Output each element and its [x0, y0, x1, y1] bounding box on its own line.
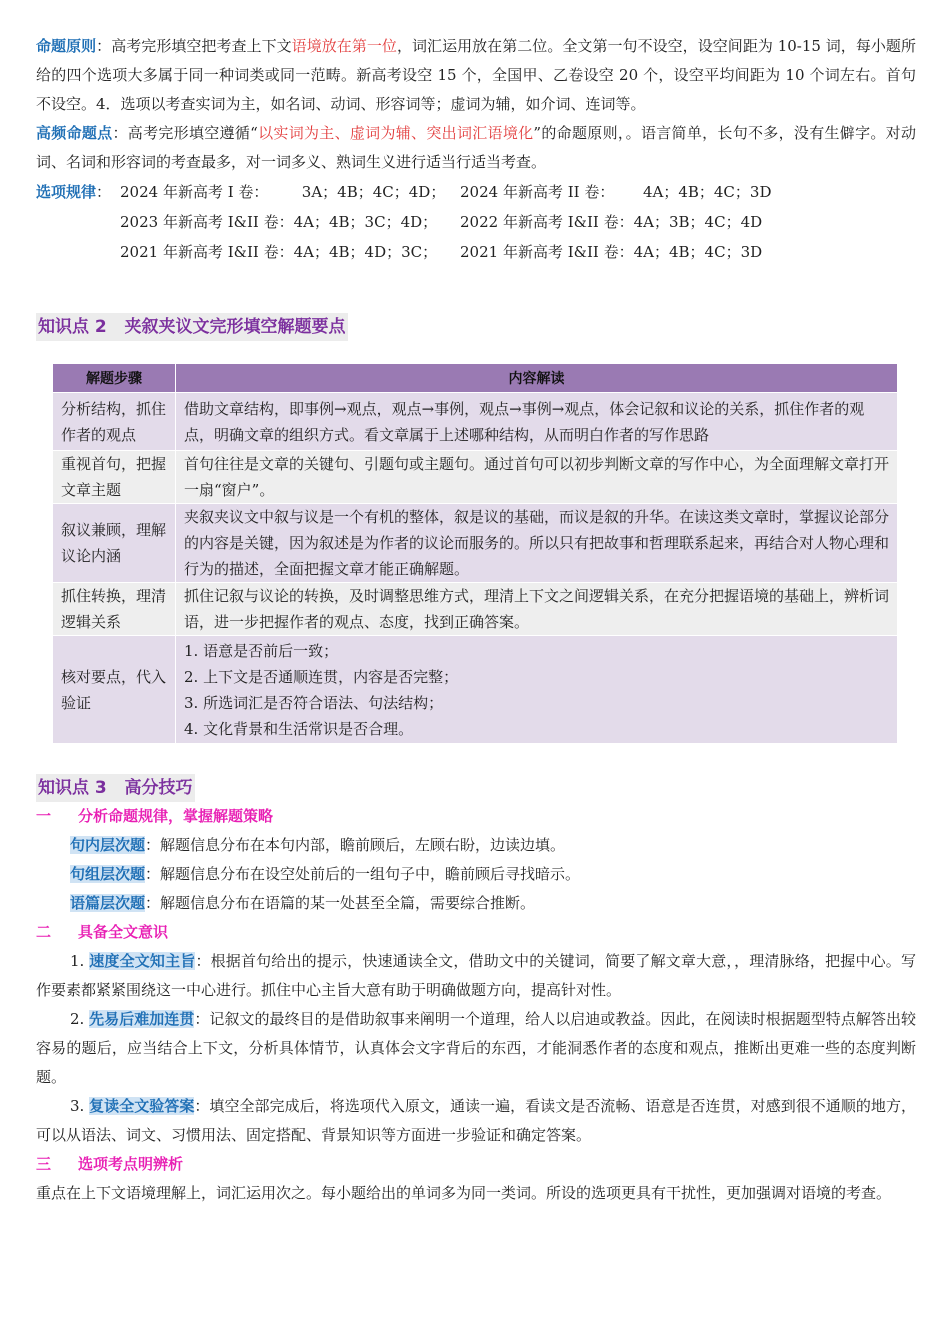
awareness-item: 2. 先易后难加连贯：记叙文的最终目的是借助叙事来阐明一个道理，给人以启迪或教益。因此，在阅读时根据题型特点解答出较容易的题后，应当结合上下文，分析具体情节，认真体会文字背后的东西，才能洞悉作者的态度和观点，推断出更难一些的态度判断题。 — [36, 1010, 916, 1086]
pattern-cell: 2024 年新高考 II 卷： 4A；4B；4C；3D — [460, 183, 772, 201]
principle-label: 命题原则 — [36, 37, 97, 55]
part-1-heading: 一 分析命题规律，掌握解题策略 — [36, 807, 274, 825]
pattern-cell: 2021 年新高考 I&II 卷：4A；4B；4D；3C； — [120, 243, 438, 261]
step-cell: 重视首句，把握文章主题 — [53, 451, 176, 504]
table-row — [53, 393, 898, 451]
frequent-text-a: 高考完形填空遵循“ — [127, 124, 258, 142]
table-row — [53, 504, 898, 583]
section-3-title: 知识点 3 高分技巧 — [36, 774, 195, 802]
pattern-cell: 2024 年新高考 I 卷： 3A；4B；4C；4D； — [120, 183, 446, 201]
frequent-label: 高频命题点 — [36, 124, 113, 142]
step-cell: 分析结构，抓住作者的观点 — [53, 393, 176, 451]
table-row — [53, 636, 898, 744]
pattern-cell: 2023 年新高考 I&II 卷：4A；4B；3C；4D； — [120, 213, 438, 231]
table-header-step: 解题步骤 — [53, 364, 176, 393]
content-cell: 夹叙夹议文中叙与议是一个有机的整体，叙是议的基础，而议是叙的升华。在读这类文章时，掌握议论部分的内容是关键，因为叙述是为作者的议论而服务的。所以只有把故事和哲理联系起来，再结合对人物心理和行为的描述，全面把握文章才能正确解题。 — [176, 504, 898, 583]
frequent-highlight: 以实词为主、虚词为辅、突出词汇语境化 — [257, 124, 534, 142]
pattern-row — [36, 237, 916, 267]
step-cell: 核对要点，代入验证 — [53, 636, 176, 744]
pattern-cell: 2021 年新高考 I&II 卷：4A；4B；4C；3D — [460, 243, 763, 261]
frequent-paragraph: 高频命题点：高考完形填空遵循“以实词为主、虚词为辅、突出词汇语境化”的命题原则，。语言简单，长句不多，没有生僻字。对动词、名词和形容词的考查最多，对一词多义、熟词生义进行适当行适当考查。 — [36, 124, 916, 171]
step-cell: 抓住转换，理清逻辑关系 — [53, 583, 176, 636]
level-item: 句组层次题：解题信息分布在设空处前后的一组句子中，瞻前顾后寻找暗示。 — [70, 865, 581, 883]
steps-table — [52, 363, 898, 744]
level-item: 语篇层次题：解题信息分布在语篇的某一处甚至全篇，需要综合推断。 — [70, 894, 536, 912]
pattern-row: 选项规律： 2024 年新高考 I 卷： 3A；4B；4C；4D； 2024 年新高考 II 卷： 4A；4B；4C；3D — [36, 177, 916, 207]
patterns-block — [36, 177, 916, 267]
part-2-heading: 二 具备全文意识 — [36, 923, 169, 941]
check-item: 2. 上下文是否通顺连贯，内容是否完整； — [184, 667, 459, 686]
principle-highlight: 语境放在第一位 — [291, 37, 397, 55]
table-header-content: 内容解读 — [176, 364, 898, 393]
section-2-title: 知识点 2 夹叙夹议文完形填空解题要点 — [36, 313, 348, 341]
principle-text-b: ，词汇运用放在第二位。全文第一句不设空，设空间距为 10-15 词，每小题所给的四个选项大多属于同一种词类或同一范畴。新高考设空 15 个，全国甲、乙卷设空 20 个，设空平均间距为 10 个词左右。首句不设空。4．选项以考查实词为主，如名词、动词、形容词等；虚词为辅，如介词、连词等。 — [36, 37, 916, 113]
check-item: 3. 所选词汇是否符合语法、句法结构； — [184, 693, 444, 712]
level-item: 句内层次题：解题信息分布在本句内部，瞻前顾后，左顾右盼，边读边填。 — [70, 836, 566, 854]
frequent-text-b: ”的命题原则，。语言简单，长句不多，没有生僻字。对动词、名词和形容词的考查最多，对一词多义、熟词生义进行适当行适当考查。 — [36, 124, 916, 171]
content-cell: 首句往往是文章的关键句、引题句或主题句。通过首句可以初步判断文章的写作中心，为全面理解文章打开一扇“窗户”。 — [176, 451, 898, 504]
step-cell: 叙议兼顾，理解议论内涵 — [53, 504, 176, 583]
pattern-cell: 2022 年新高考 I&II 卷：4A；3B；4C；4D — [460, 213, 763, 231]
table-row — [53, 451, 898, 504]
principle-text-a: 高考完形填空把考查上下文 — [111, 37, 292, 55]
part-3-text: 重点在上下文语境理解上，词汇运用次之。每小题给出的单词多为同一类词。所设的选项更具有干扰性，更加强调对语境的考查。 — [36, 1184, 892, 1202]
check-item: 1. 语意是否前后一致； — [184, 641, 339, 660]
document-page — [36, 32, 916, 1208]
content-cell — [176, 636, 898, 744]
awareness-item: 1. 速度全文知主旨：根据首句给出的提示，快速通读全文，借助文中的关键词，简要了解文章大意，，理清脉络，把握中心。写作要素都紧紧围绕这一中心进行。抓住中心主旨大意有助于明确做题方向，提高针对性。 — [36, 952, 916, 999]
part-3-heading: 三 选项考点明辨析 — [36, 1155, 184, 1173]
awareness-item: 3. 复读全文验答案：填空全部完成后，将选项代入原文，通读一遍，看读文是否流畅、语意是否连贯，对感到很不通顺的地方，可以从语法、词文、习惯用法、固定搭配、背景知识等方面进一步验证和确定答案。 — [36, 1097, 916, 1144]
content-cell: 借助文章结构，即事例→观点，观点→事例，观点→事例→观点，体会记叙和议论的关系，抓住作者的观点，明确文章的组织方式。看文章属于上述哪种结构，从而明白作者的写作思路 — [176, 393, 898, 451]
pattern-row — [36, 207, 916, 237]
principle-paragraph: 命题原则：高考完形填空把考查上下文语境放在第一位，词汇运用放在第二位。全文第一句不设空，设空间距为 10-15 词，每小题所给的四个选项大多属于同一种词类或同一范畴。新高考设空 15 个，全国甲、乙卷设空 20 个，设空平均间距为 10 个词左右。首句不设空。4．选项以考查实词为主，如名词、动词、形容词等；虚词为辅，如介词、连词等。 — [36, 37, 916, 113]
check-item: 4. 文化背景和生活常识是否合理。 — [184, 719, 414, 738]
content-cell: 抓住记叙与议论的转换，及时调整思维方式，理清上下文之间逻辑关系，在充分把握语境的基础上，辨析词语，进一步把握作者的观点、态度，找到正确答案。 — [176, 583, 898, 636]
table-row — [53, 583, 898, 636]
patterns-label: 选项规律 — [36, 183, 97, 201]
